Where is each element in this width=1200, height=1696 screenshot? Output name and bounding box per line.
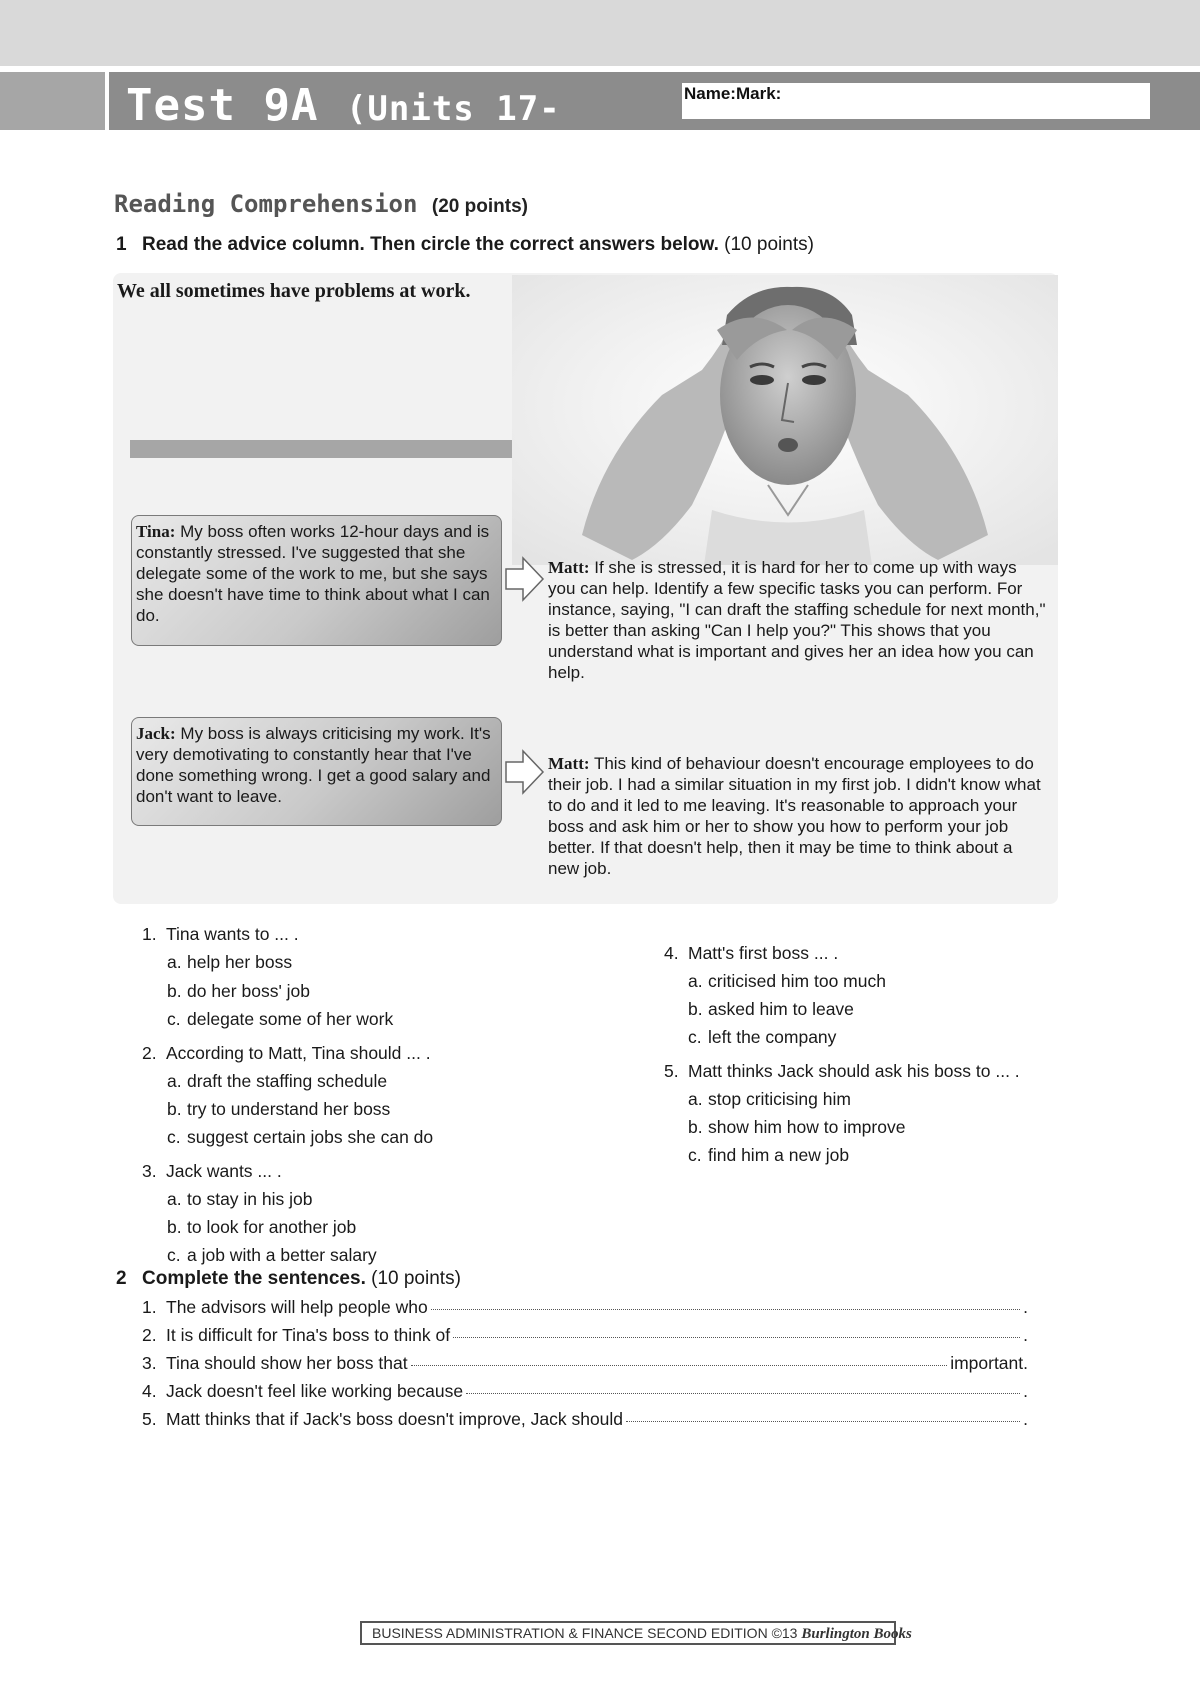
option-letter: a.	[688, 1089, 703, 1109]
answer-option[interactable]	[167, 981, 310, 1002]
letter-jack-text: My boss is always criticising my work. It's very demotivating to constantly hear that I've done something wrong. I get a good salary and don't want to leave.	[136, 724, 491, 806]
letter-jack	[131, 717, 502, 826]
sentence-text: Tina should show her boss that	[166, 1353, 408, 1373]
question-text: Matt's first boss ... .	[688, 943, 839, 963]
reply-to-jack-text: This kind of behaviour doesn't encourage employees to do their job. I had a similar situation in my first job. I didn't know what to do and it led to me leaving. It's reasonable to approach your boss and ask him or her to show you how to perform your job better. If that doesn't help, then it may be time to think about a new job.	[548, 754, 1041, 878]
option-text: asked him to leave	[708, 999, 854, 1019]
option-letter: a.	[167, 1071, 182, 1091]
sentence-text: It is difficult for Tina's boss to think of	[166, 1325, 451, 1345]
answer-option[interactable]	[167, 1009, 393, 1030]
option-letter: a.	[167, 1189, 182, 1209]
answer-option[interactable]	[688, 1089, 851, 1110]
name-mark-field[interactable]	[682, 83, 1150, 119]
exercise1-number: 1	[116, 234, 127, 255]
option-letter: b.	[167, 981, 182, 1001]
answer-option[interactable]	[167, 952, 292, 973]
question-4	[664, 943, 838, 964]
exercise2-points: (10 points)	[371, 1268, 461, 1289]
sentence-text: Jack doesn't feel like working because	[166, 1381, 464, 1401]
letter-tina-name: Tina:	[136, 522, 176, 541]
question-number: 2.	[142, 1043, 157, 1063]
answer-option[interactable]	[688, 1117, 905, 1138]
option-letter: a.	[167, 952, 182, 972]
section-points: (20 points)	[431, 196, 528, 217]
title-units: (Units 17-	[345, 89, 561, 129]
option-text: do her boss' job	[187, 981, 311, 1001]
question-number: 4.	[664, 943, 679, 963]
exercise1-points: (10 points)	[724, 234, 814, 255]
option-text: left the company	[708, 1027, 837, 1047]
answer-option[interactable]	[167, 1127, 433, 1148]
sentence-text: The advisors will help people who	[166, 1297, 428, 1317]
question-text: Tina wants to ... .	[166, 924, 299, 944]
reply-to-tina	[548, 557, 1048, 683]
sentence-end: .	[1023, 1409, 1028, 1429]
exercise2-text: Complete the sentences.	[142, 1268, 366, 1289]
divider-bar	[130, 440, 548, 458]
title-bar-block	[0, 72, 105, 130]
question-text: Jack wants ... .	[166, 1161, 282, 1181]
sentence-line-4	[142, 1381, 1028, 1402]
title-main: Test 9A	[126, 80, 319, 131]
option-letter: c.	[688, 1027, 702, 1047]
question-text: Matt thinks Jack should ask his boss to ... .	[688, 1061, 1020, 1081]
answer-option[interactable]	[167, 1189, 312, 1210]
question-2	[142, 1043, 431, 1064]
letter-jack-name: Jack:	[136, 724, 176, 743]
option-text: help her boss	[187, 952, 293, 972]
page-title	[126, 80, 561, 131]
answer-blank[interactable]	[431, 1308, 1020, 1310]
option-text: criticised him too much	[708, 971, 886, 991]
question-text: According to Matt, Tina should ... .	[166, 1043, 431, 1063]
sentence-line-2	[142, 1325, 1028, 1346]
section-heading-word1: Reading	[114, 190, 216, 218]
answer-option[interactable]	[688, 971, 886, 992]
option-letter: b.	[167, 1099, 182, 1119]
option-text: try to understand her boss	[187, 1099, 391, 1119]
answer-blank[interactable]	[453, 1336, 1020, 1338]
name-mark-label: Name:Mark:	[684, 84, 782, 103]
sentence-number: 3.	[142, 1353, 157, 1373]
top-band	[0, 0, 1200, 66]
sentence-line-1	[142, 1297, 1028, 1318]
option-letter: c.	[167, 1127, 181, 1147]
answer-blank[interactable]	[411, 1364, 948, 1366]
arrow-right-icon	[505, 556, 545, 602]
exercise2-instruction	[116, 1268, 461, 1290]
arrow-right-icon	[505, 749, 545, 795]
section-heading	[114, 190, 528, 218]
option-text: to look for another job	[187, 1217, 357, 1237]
question-5	[664, 1061, 1020, 1082]
exercise1-text: Read the advice column. Then circle the correct answers below.	[142, 234, 719, 255]
question-number: 5.	[664, 1061, 679, 1081]
question-3	[142, 1161, 282, 1182]
option-letter: b.	[167, 1217, 182, 1237]
title-bar-separator	[105, 72, 109, 130]
footer-year: 13	[781, 1625, 798, 1641]
question-1	[142, 924, 299, 945]
stressed-man-photo	[512, 275, 1058, 565]
sentence-number: 4.	[142, 1381, 157, 1401]
exercise1-instruction	[116, 234, 814, 256]
sentence-text: Matt thinks that if Jack's boss doesn't improve, Jack should	[166, 1409, 624, 1429]
sentence-end: important.	[950, 1353, 1028, 1373]
answer-option[interactable]	[688, 1145, 849, 1166]
letter-tina-text: My boss often works 12-hour days and is constantly stressed. I've suggested that she delegate some of the work to me, but she says she doesn't have time to think about what I can do.	[136, 522, 490, 625]
answer-blank[interactable]	[626, 1420, 1020, 1422]
option-letter: c.	[167, 1245, 181, 1265]
sentence-line-5	[142, 1409, 1028, 1430]
reply-to-tina-text: If she is stressed, it is hard for her to come up with ways you can help. Identify a few specific tasks you can perform. For instance, saying, "I can draft the staffing schedule for next month," is better than asking "Can I help you?" This shows that you understand what is important and gives her an idea how you can help.	[548, 558, 1046, 682]
option-text: show him how to improve	[708, 1117, 906, 1137]
reply-to-tina-name: Matt:	[548, 558, 590, 577]
option-letter: b.	[688, 999, 703, 1019]
option-text: to stay in his job	[187, 1189, 313, 1209]
sentence-line-3	[142, 1353, 1028, 1374]
question-number: 1.	[142, 924, 157, 944]
exercise2-number: 2	[116, 1268, 127, 1289]
letter-tina	[131, 515, 502, 646]
section-heading-word2: Comprehension	[229, 190, 418, 218]
answer-blank[interactable]	[466, 1392, 1020, 1394]
option-letter: c.	[688, 1145, 702, 1165]
option-text: suggest certain jobs she can do	[187, 1127, 434, 1147]
answer-option[interactable]	[688, 999, 854, 1020]
sentence-number: 1.	[142, 1297, 157, 1317]
footer-copyright	[360, 1621, 912, 1645]
option-letter: a.	[688, 971, 703, 991]
option-letter: c.	[167, 1009, 181, 1029]
sentence-end: .	[1023, 1297, 1028, 1317]
answer-option[interactable]	[167, 1071, 387, 1092]
sentence-number: 5.	[142, 1409, 157, 1429]
footer-publisher: Burlington Books	[801, 1626, 912, 1642]
sentence-end: .	[1023, 1325, 1028, 1345]
footer-text: BUSINESS ADMINISTRATION & FINANCE SECOND EDITION ©	[372, 1625, 782, 1641]
reply-to-jack	[548, 753, 1048, 879]
sentence-end: .	[1023, 1381, 1028, 1401]
reply-to-jack-name: Matt:	[548, 754, 590, 773]
option-text: delegate some of her work	[187, 1009, 394, 1029]
question-number: 3.	[142, 1161, 157, 1181]
option-text: draft the staffing schedule	[187, 1071, 388, 1091]
answer-option[interactable]	[167, 1245, 377, 1266]
option-text: stop criticising him	[708, 1089, 851, 1109]
option-text: find him a new job	[708, 1145, 850, 1165]
option-letter: b.	[688, 1117, 703, 1137]
answer-option[interactable]	[688, 1027, 836, 1048]
answer-option[interactable]	[167, 1217, 356, 1238]
sentence-number: 2.	[142, 1325, 157, 1345]
answer-option[interactable]	[167, 1099, 390, 1120]
option-text: a job with a better salary	[187, 1245, 377, 1265]
advice-intro: We all sometimes have problems at work.	[117, 280, 471, 302]
